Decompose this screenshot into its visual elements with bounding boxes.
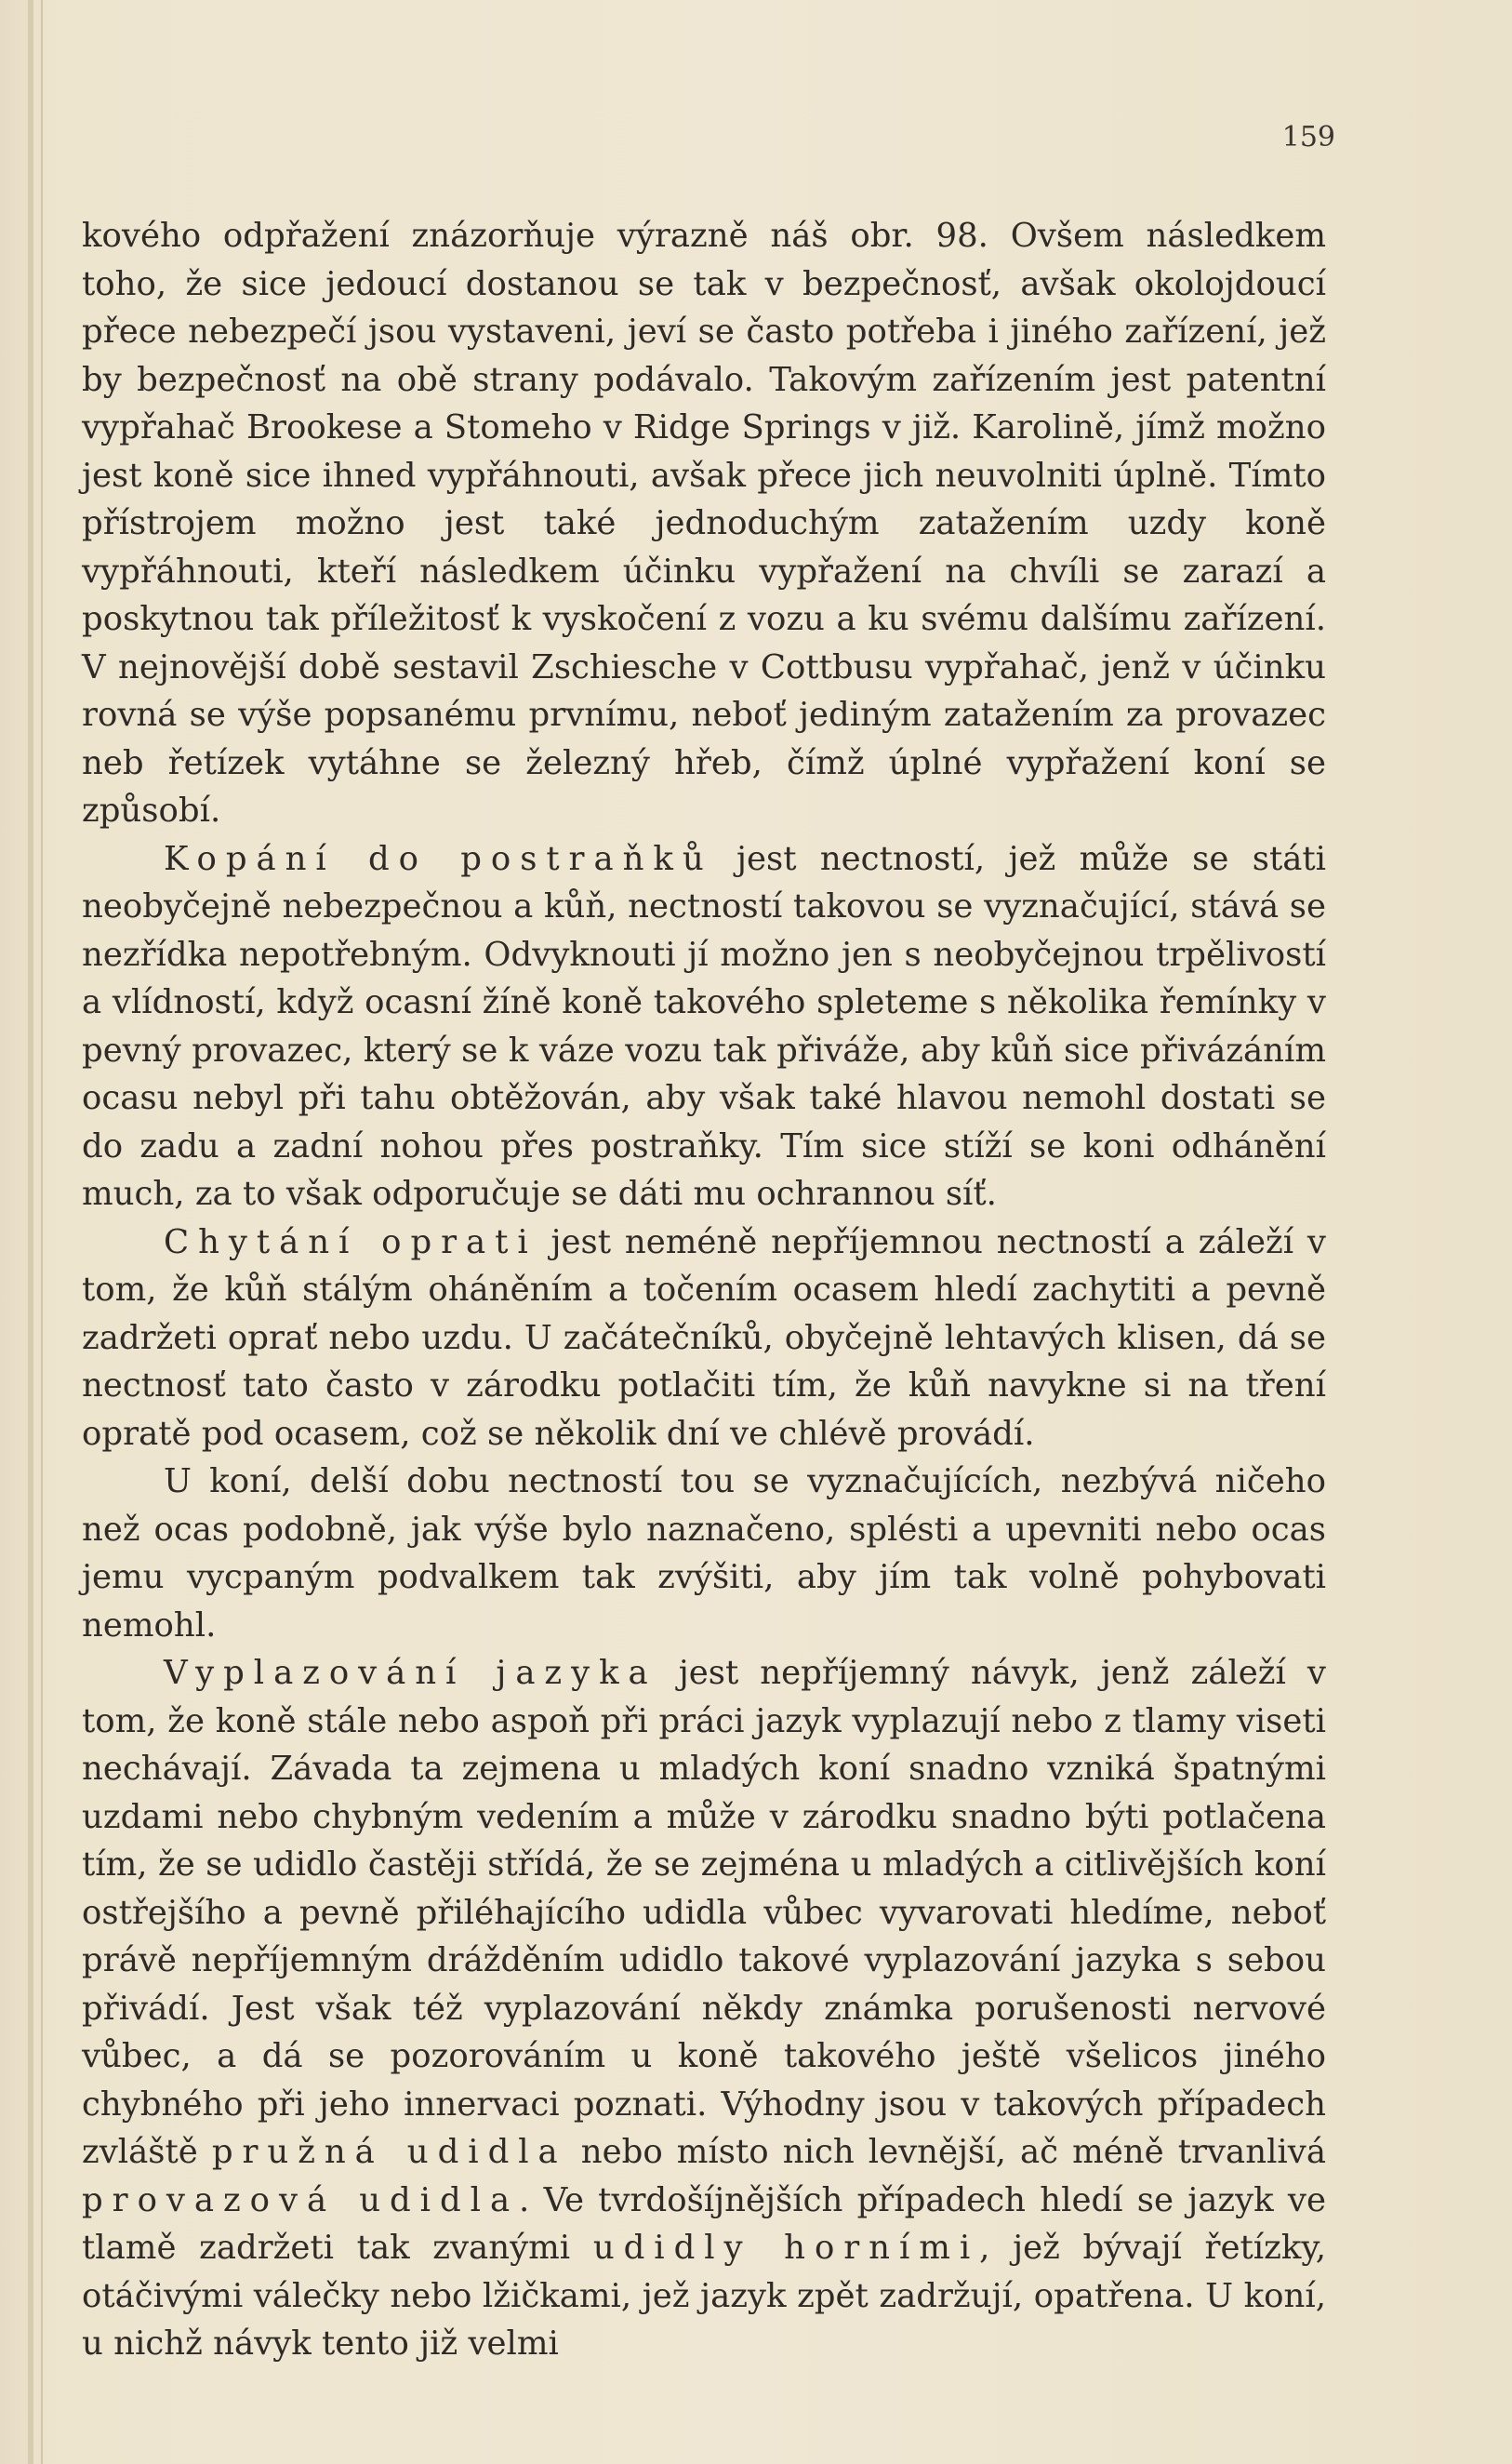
page-edge-line bbox=[41, 0, 43, 2464]
text-run: kového odpřažení znázorňuje výrazně náš obr. 98. Ovšem následkem toho, že sice jedoucí dostanou se tak v bezpečnosť, avšak okolojdoucí přece nebezpečí jsou vystaveni, jeví se často potřeba i jiného zařízení, jež by bezpečnosť na obě strany podávalo. Takovým zařízením jest patentní vypřahač Brookese a Stomeho v Ridge Springs v již. Karolině, jímž možno jest koně sice ihned vypřáhnouti, avšak přece jich neuvolniti úplně. Tímto přístrojem možno jest také jednoduchým zatažením uzdy koně vypřáhnouti, kteří následkem účinku vypřažení na chvíli se zarazí a poskytnou tak příležitosť k vyskočení z vozu a ku svému dalšímu zařízení. V nejnovější době sestavil Zschiesche v Cottbusu vypřahač, jenž v účinku rovná se výše popsanému prvnímu, neboť jediným zatažením za provazec neb řetízek vytáhne se železný hřeb, čímž úplné vypřažení koní se způsobí. bbox=[82, 217, 1326, 830]
spaced-heading: Chytání oprati bbox=[164, 1222, 537, 1261]
paragraph bbox=[82, 212, 1326, 835]
paragraph bbox=[82, 1458, 1326, 1649]
spaced-term: udidly horními bbox=[592, 2229, 980, 2267]
paragraph bbox=[82, 835, 1326, 1219]
text-run: jest neméně nepříjemnou nectností a záleží v tom, že kůň stálým oháněním a točením ocasem hledí zachytiti a pevně zadržeti oprať nebo uzdu. U začátečníků, obyčejně lehtavých klisen, dá se nectnosť tato často v zárodku potlačiti tím, že kůň navykne si na tření opratě pod ocasem, což se několik dní ve chlévě provádí. bbox=[82, 1222, 1326, 1453]
text-run: . Ve tvrdošíjnějších případech hledí se jazyk ve tlamě zadržeti tak zvanými bbox=[82, 2180, 1326, 2267]
paragraph bbox=[82, 1219, 1326, 1458]
spaced-term: pružná udidla bbox=[211, 2133, 567, 2171]
text-run: jest nepříjemný návyk, jenž záleží v tom, že koně stále nebo aspoň při práci jazyk vyplazují nebo z tlamy viseti nechávají. Závada ta zejmena u mladých koní snadno vzniká špatnými uzdami nebo chybným vedením a může v zárodku snadno býti potlačena tím, že se udidlo častěji střídá, že se zejména u mladých a citlivějších koní ostřejšího a pevně přiléhajícího udidla vůbec vyvarovati hledíme, neboť právě nepříjemným drážděním udidlo takové vyplazování jazyka s sebou přivádí. Jest však též vyplazování někdy známka porušenosti nervové vůbec, a dá se pozorováním u koně takového ještě všelicos jiného chybného při jeho innervaci poznati. Výhodny jsou v takových případech zvláště bbox=[82, 1654, 1326, 2171]
spaced-term: provazová udidla bbox=[82, 2180, 520, 2219]
text-run: U koní, delší dobu nectností tou se vyznačujících, nezbývá ničeho než ocas podobně, jak výše bylo naznačeno, splésti a upevniti nebo ocas jemu vycpaným podvalkem tak zvýšiti, aby jím tak volně pohybovati nemohl. bbox=[82, 1462, 1326, 1645]
spaced-heading: Kopání do postraňků bbox=[164, 839, 713, 878]
paragraph bbox=[82, 1649, 1326, 2368]
text-run: nebo místo nich levnější, ač méně trvanlivá bbox=[566, 2133, 1326, 2171]
body-text bbox=[82, 212, 1326, 2368]
text-run: jest nectností, jež může se státi neobyčejně nebezpečnou a kůň, nectností takovou se vyznačující, stává se nezřídka nepotřebným. Odvyknouti jí možno jen s neobyčejnou trpělivostí a vlídností, když ocasní žíně koně takového spleteme s několika řemínky v pevný provazec, který se k váze vozu tak přiváže, aby kůň sice přivázáním ocasu nebyl při tahu obtěžován, aby však také hlavou nemohl dostati se do zadu a zadní nohou přes postraňky. Tím sice stíží se koni odhánění much, za to však odporučuje se dáti mu ochrannou síť. bbox=[82, 839, 1326, 1213]
page-edge-shadow bbox=[28, 0, 33, 2464]
spaced-heading: Vyplazování jazyka bbox=[164, 1654, 657, 1692]
page-number: 159 bbox=[1281, 121, 1335, 153]
text-run: , jež bývají řetízky, otáčivými válečky nebo lžičkami, jež jazyk zpět zadržují, opatřena. U koní, u nichž návyk tento již velmi bbox=[82, 2229, 1326, 2363]
